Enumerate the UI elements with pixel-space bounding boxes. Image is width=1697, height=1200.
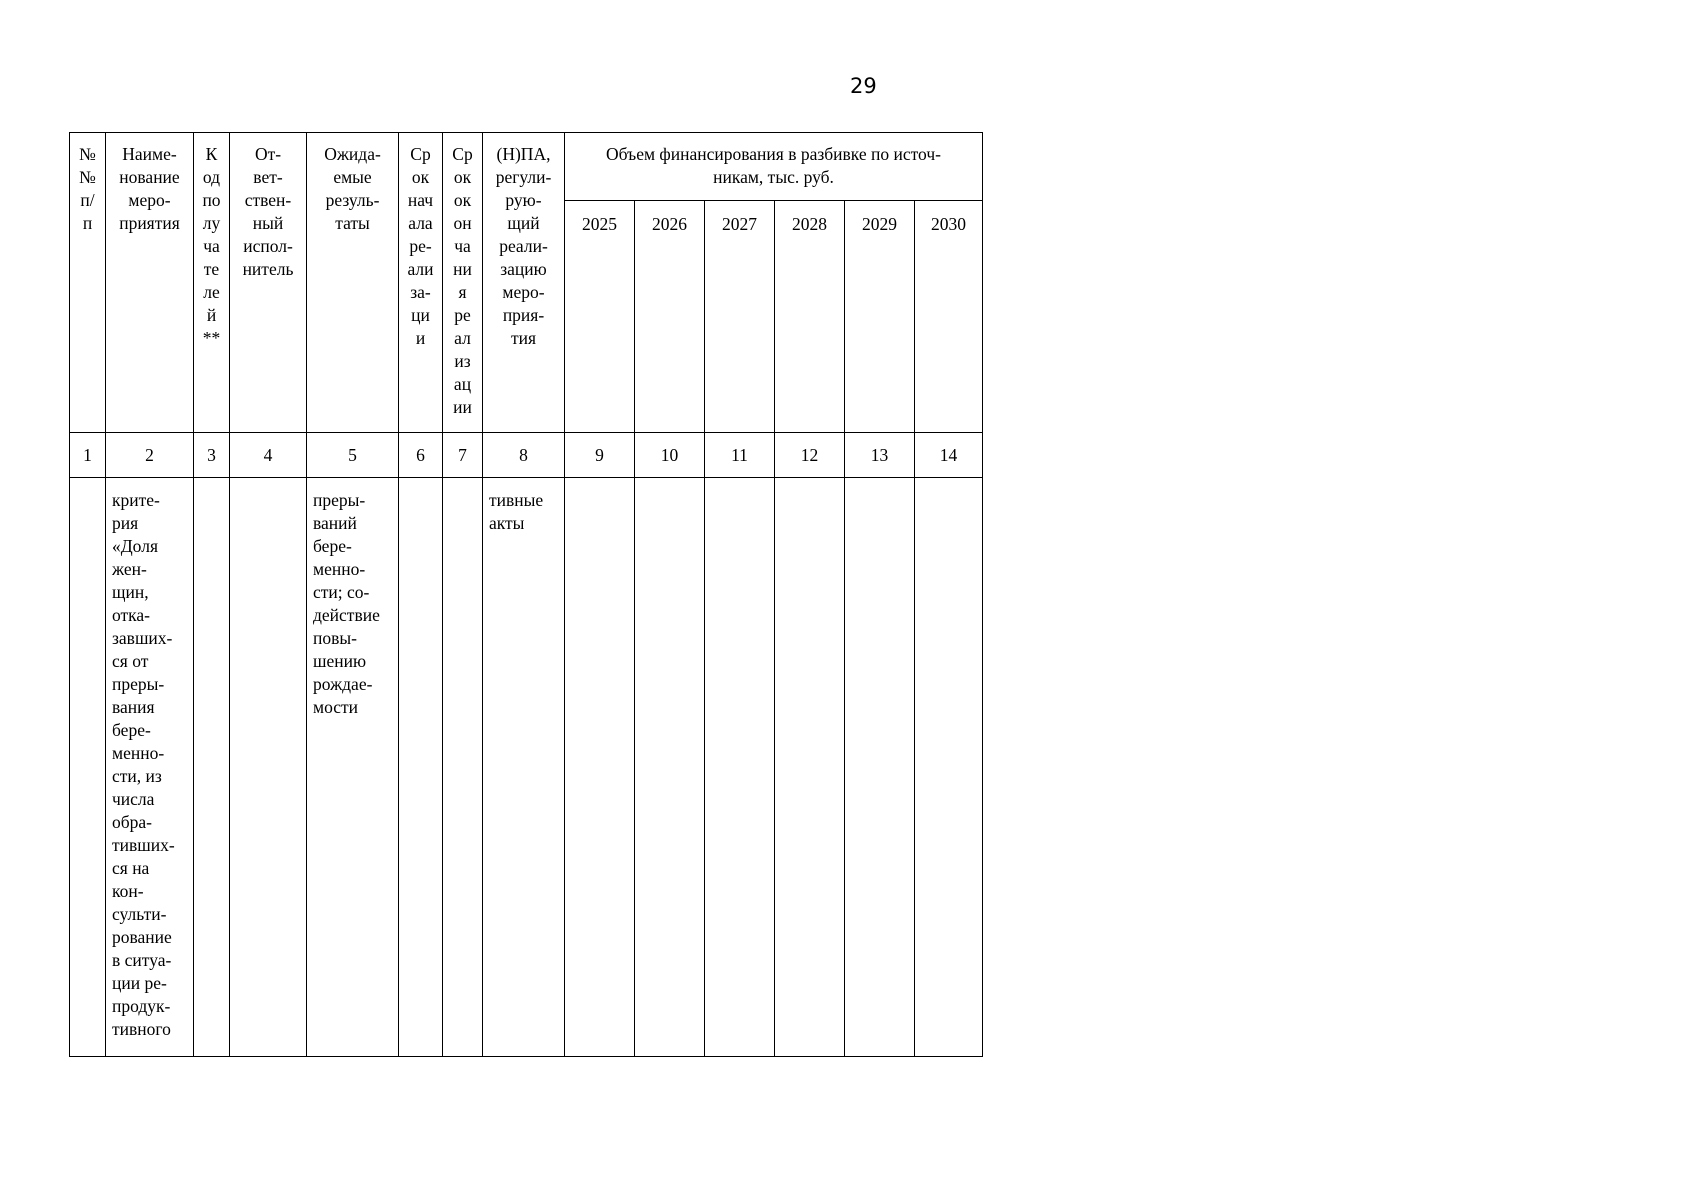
header-year: 2027 [705,201,775,433]
header-activity-name: Наиме- нование меро- приятия [106,133,194,433]
header-year: 2025 [565,201,635,433]
column-number: 13 [845,433,915,478]
column-number: 2 [106,433,194,478]
cell-financing-2030 [915,478,983,1057]
page-number: 29 [850,74,877,98]
column-number: 4 [230,433,307,478]
header-year: 2030 [915,201,983,433]
cell-financing-2026 [635,478,705,1057]
column-number: 8 [483,433,565,478]
cell-start-date [399,478,443,1057]
column-number-row [70,433,983,478]
cell-end-date [443,478,483,1057]
cell-expected-results: преры- ваний бере- менно- сти; со- действие повы- шению рождае- мости [307,478,399,1057]
column-number: 14 [915,433,983,478]
header-year: 2026 [635,201,705,433]
header-year: 2029 [845,201,915,433]
header-recipient-code: К од по лу ча те ле й ** [194,133,230,433]
cell-recipient-code [194,478,230,1057]
column-number: 9 [565,433,635,478]
header-row [70,133,983,201]
cell-activity-name: крите- рия «Доля жен- щин, отка- завших- ся от преры- вания бере- менно- сти, из числа обра- тивших- ся на кон- сульти- рование в ситуа- ции ре- продук- тивного [106,478,194,1057]
activities-table [69,132,983,1057]
header-start-date: Ср ок нач ала ре- али за- ци и [399,133,443,433]
column-number: 1 [70,433,106,478]
header-financing: Объем финансирования в разбивке по источ- никам, тыс. руб. [565,133,983,201]
column-number: 6 [399,433,443,478]
column-number: 12 [775,433,845,478]
cell-financing-2028 [775,478,845,1057]
cell-responsible-executor [230,478,307,1057]
header-responsible-executor: От- вет- ствен- ный испол- нитель [230,133,307,433]
header-year: 2028 [775,201,845,433]
cell-financing-2029 [845,478,915,1057]
table-row [70,478,983,1057]
header-number: № № п/ п [70,133,106,433]
column-number: 10 [635,433,705,478]
cell-financing-2027 [705,478,775,1057]
cell-legal-act: тивные акты [483,478,565,1057]
column-number: 5 [307,433,399,478]
header-legal-act: (Н)ПА, регули- рую- щий реали- зацию меро- прия- тия [483,133,565,433]
cell-financing-2025 [565,478,635,1057]
header-end-date: Ср ок ок он ча ни я ре ал из ац ии [443,133,483,433]
column-number: 7 [443,433,483,478]
column-number: 3 [194,433,230,478]
column-number: 11 [705,433,775,478]
header-expected-results: Ожида- емые резуль- таты [307,133,399,433]
cell-number [70,478,106,1057]
